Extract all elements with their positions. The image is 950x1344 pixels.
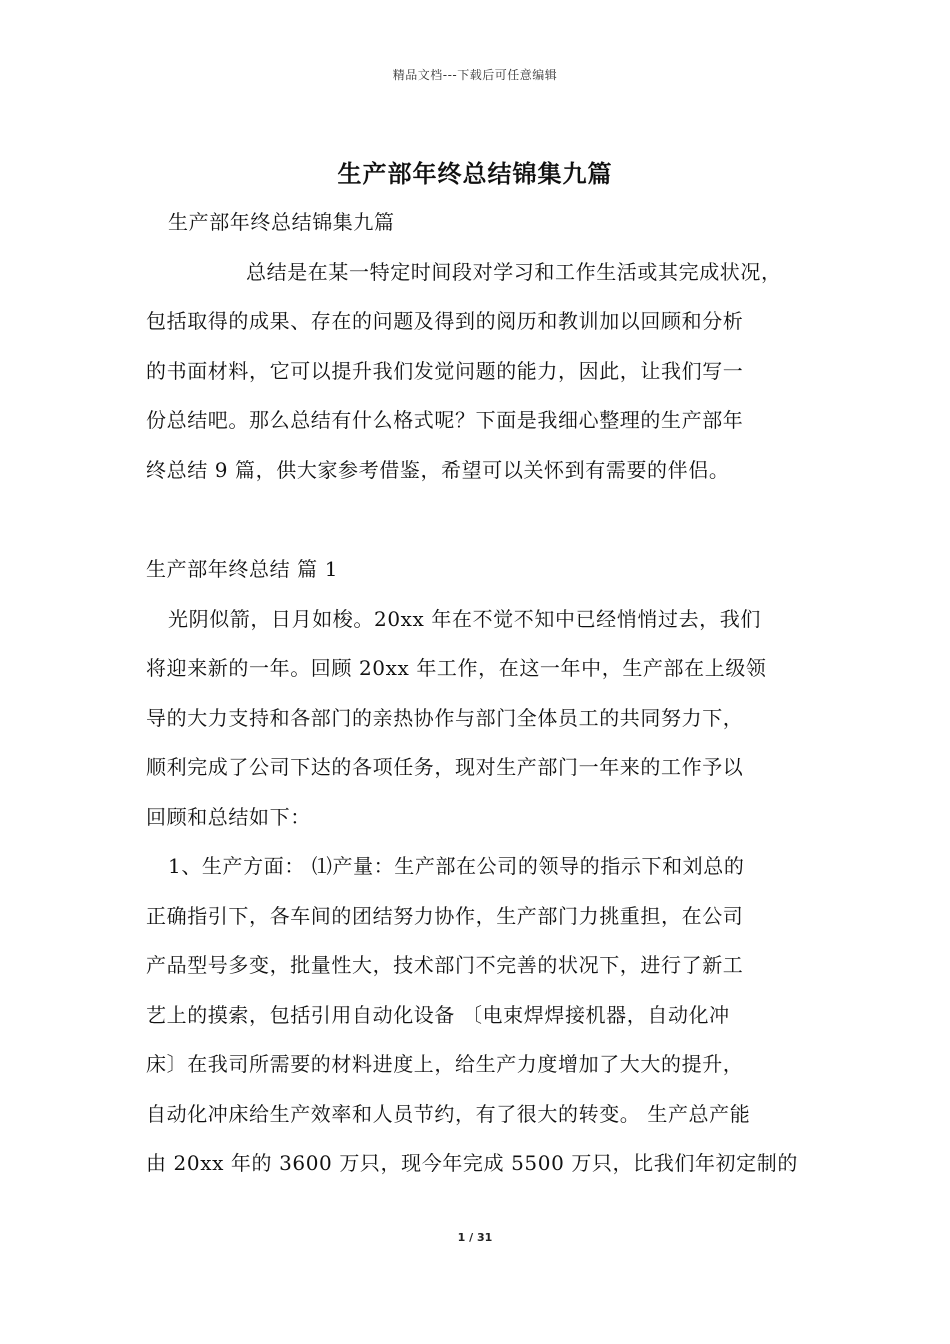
paragraph-line: 导的大力支持和各部门的亲热协作与部门全体员工的共同努力下， <box>146 705 744 730</box>
document-title: 生产部年终总结锦集九篇 <box>337 160 613 188</box>
paragraph-line: 光阴似箭，日月如梭。20xx 年在不觉不知中已经悄悄过去，我们 <box>168 606 761 631</box>
section-heading: 生产部年终总结 篇 1 <box>146 557 339 581</box>
paragraph-line: 由 20xx 年的 3600 万只，现今年完成 5500 万只，比我们年初定制的 <box>146 1151 798 1175</box>
intro-block <box>146 198 846 495</box>
paragraph-line: 将迎来新的一年。回顾 20xx 年工作，在这一年中，生产部在上级领 <box>146 656 767 680</box>
page-header: 精品文档---下载后可任意编辑 <box>392 68 558 82</box>
page-number: 1 / 31 <box>457 1231 493 1244</box>
intro-line: 的书面材料，它可以提升我们发觉问题的能力，因此，让我们写一 <box>146 358 744 383</box>
paragraph-line: 自动化冲床给生产效率和人员节约，有了很大的转变。 生产总产能 <box>146 1101 751 1126</box>
subtitle: 生产部年终总结锦集九篇 <box>168 210 395 234</box>
intro-line: 总结是在某一特定时间段对学习和工作生活或其完成状况， <box>246 259 782 284</box>
paragraph-line: 床〕在我司所需要的材料进度上，给生产力度增加了大大的提升， <box>146 1052 744 1076</box>
intro-line: 份总结吧。那么总结有什么格式呢？下面是我细心整理的生产部年 <box>146 408 744 432</box>
paragraph-line: 1、生产方面： ⑴产量：生产部在公司的领导的指示下和刘总的 <box>168 854 745 878</box>
intro-line: 包括取得的成果、存在的问题及得到的阅历和教训加以回顾和分析 <box>146 309 744 333</box>
paragraph-line: 产品型号多变，批量性大，技术部门不完善的状况下，进行了新工 <box>146 953 744 977</box>
paragraph-line: 艺上的摸索，包括引用自动化设备 〔电束焊焊接机器，自动化冲 <box>146 1002 730 1027</box>
paragraph-line: 顺利完成了公司下达的各项任务，现对生产部门一年来的工作予以 <box>146 755 744 779</box>
paragraph-line: 回顾和总结如下： <box>146 804 311 829</box>
paragraph-line: 正确指引下，各车间的团结努力协作，生产部门力挑重担，在公司 <box>146 903 744 928</box>
section-1 <box>146 545 846 1189</box>
intro-line: 终总结 9 篇，供大家参考借鉴，希望可以关怀到有需要的伴侣。 <box>146 457 730 482</box>
